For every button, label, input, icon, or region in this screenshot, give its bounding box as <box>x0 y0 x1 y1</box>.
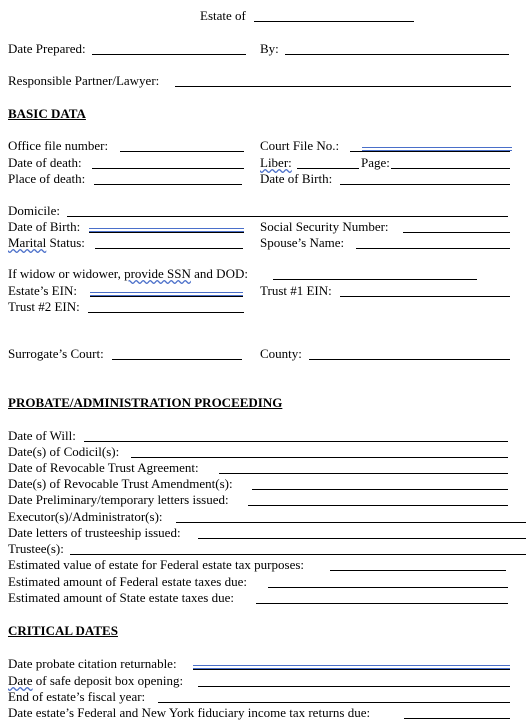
date-prepared-label: Date Prepared: <box>8 41 86 56</box>
date-of-birth-2-label: Date of Birth: <box>8 219 81 234</box>
trusteeship-label: Date letters of trusteeship issued: <box>8 525 181 540</box>
domicile-label: Domicile: <box>8 203 60 218</box>
basic-data-heading: BASIC DATA <box>8 106 86 121</box>
fed-tax-field[interactable] <box>268 587 508 588</box>
surrogate-court-label: Surrogate’s Court: <box>8 346 104 361</box>
safe-deposit-field[interactable] <box>198 686 510 687</box>
surrogate-court-field[interactable] <box>112 359 242 360</box>
executor-field[interactable] <box>176 522 526 523</box>
date-of-birth-field[interactable] <box>340 184 510 185</box>
rev-amend-field[interactable] <box>252 489 508 490</box>
status-word: Status: <box>46 235 85 250</box>
marital-status-label <box>8 235 85 250</box>
prelim-letters-field[interactable] <box>248 505 508 506</box>
will-field[interactable] <box>84 441 508 442</box>
liber-label: Liber: <box>260 155 292 170</box>
place-of-death-label: Place of death: <box>8 171 86 186</box>
county-field[interactable] <box>309 359 510 360</box>
page-field[interactable] <box>391 168 510 169</box>
responsible-label: Responsible Partner/Lawyer: <box>8 73 160 88</box>
domicile-field[interactable] <box>67 216 508 217</box>
trustee-label: Trustee(s): <box>8 541 64 556</box>
fiscal-year-field[interactable] <box>158 702 510 703</box>
date-of-birth-label: Date of Birth: <box>260 171 333 186</box>
date-of-death-field[interactable] <box>92 168 244 169</box>
estate-of-field[interactable] <box>254 21 414 22</box>
office-file-label: Office file number: <box>8 138 109 153</box>
fiduciary-label: Date estate’s Federal and New York fiduciary income tax returns due: <box>8 705 371 720</box>
fiscal-year-label: End of estate’s fiscal year: <box>8 689 146 704</box>
trustee-field[interactable] <box>70 554 526 555</box>
widow-text-b: provide SSN <box>124 266 191 281</box>
trust1-ein-label: Trust #1 EIN: <box>260 283 332 298</box>
executor-label: Executor(s)/Administrator(s): <box>8 509 163 524</box>
widow-field[interactable] <box>273 279 477 280</box>
trust2-ein-label: Trust #2 EIN: <box>8 299 80 314</box>
ssn-label: Social Security Number: <box>260 219 389 234</box>
office-file-field[interactable] <box>120 151 244 152</box>
responsible-field[interactable] <box>175 86 511 87</box>
liber-field[interactable] <box>297 168 359 169</box>
court-file-label: Court File No.: <box>260 138 340 153</box>
state-tax-label: Estimated amount of State estate taxes due: <box>8 590 234 605</box>
will-label: Date of Will: <box>8 428 76 443</box>
ssn-field[interactable] <box>403 232 510 233</box>
fed-tax-label: Estimated amount of Federal estate taxes due: <box>8 574 247 589</box>
rev-trust-field[interactable] <box>219 473 508 474</box>
place-of-death-field[interactable] <box>94 184 242 185</box>
court-file-markup <box>362 147 512 151</box>
safe-deposit-word: Date <box>8 673 33 688</box>
spouse-name-label: Spouse’s Name: <box>260 235 345 250</box>
estate-ein-field[interactable] <box>90 296 243 297</box>
citation-field[interactable] <box>193 669 510 670</box>
citation-label: Date probate citation returnable: <box>8 656 177 671</box>
page-label: Page: <box>361 155 390 170</box>
citation-markup <box>193 665 510 669</box>
est-value-field[interactable] <box>330 570 506 571</box>
widow-text-c: and DOD: <box>190 266 248 281</box>
court-file-field[interactable] <box>350 151 510 152</box>
codicil-field[interactable] <box>131 457 508 458</box>
date-of-birth-2-markup <box>89 228 244 232</box>
county-label: County: <box>260 346 302 361</box>
spouse-name-field[interactable] <box>356 248 510 249</box>
codicil-label: Date(s) of Codicil(s): <box>8 444 120 459</box>
by-label: By: <box>260 41 279 56</box>
date-of-death-label: Date of death: <box>8 155 82 170</box>
widow-text-a: If widow or widower, <box>8 266 125 281</box>
by-field[interactable] <box>285 54 509 55</box>
marital-word: Marital <box>8 235 47 250</box>
estate-ein-markup <box>90 292 243 296</box>
trust2-ein-field[interactable] <box>88 312 244 313</box>
estate-of-label: Estate of <box>200 8 246 23</box>
trust1-ein-field[interactable] <box>340 296 510 297</box>
est-value-label: Estimated value of estate for Federal estate tax purposes: <box>8 557 305 572</box>
date-of-birth-2-field[interactable] <box>89 232 244 233</box>
rev-amend-label: Date(s) of Revocable Trust Amendment(s): <box>8 476 233 491</box>
safe-deposit-text: of safe deposit box opening: <box>32 673 184 688</box>
rev-trust-label: Date of Revocable Trust Agreement: <box>8 460 199 475</box>
fiduciary-field[interactable] <box>404 718 510 719</box>
safe-deposit-label <box>8 673 183 688</box>
estate-ein-label: Estate’s EIN: <box>8 283 77 298</box>
prelim-letters-label: Date Preliminary/temporary letters issued: <box>8 492 229 507</box>
trusteeship-field[interactable] <box>198 538 526 539</box>
state-tax-field[interactable] <box>256 603 508 604</box>
marital-status-field[interactable] <box>95 248 243 249</box>
date-prepared-field[interactable] <box>92 54 246 55</box>
critical-dates-heading: CRITICAL DATES <box>8 623 118 638</box>
widow-label <box>8 266 248 281</box>
probate-heading: PROBATE/ADMINISTRATION PROCEEDING <box>8 395 283 410</box>
